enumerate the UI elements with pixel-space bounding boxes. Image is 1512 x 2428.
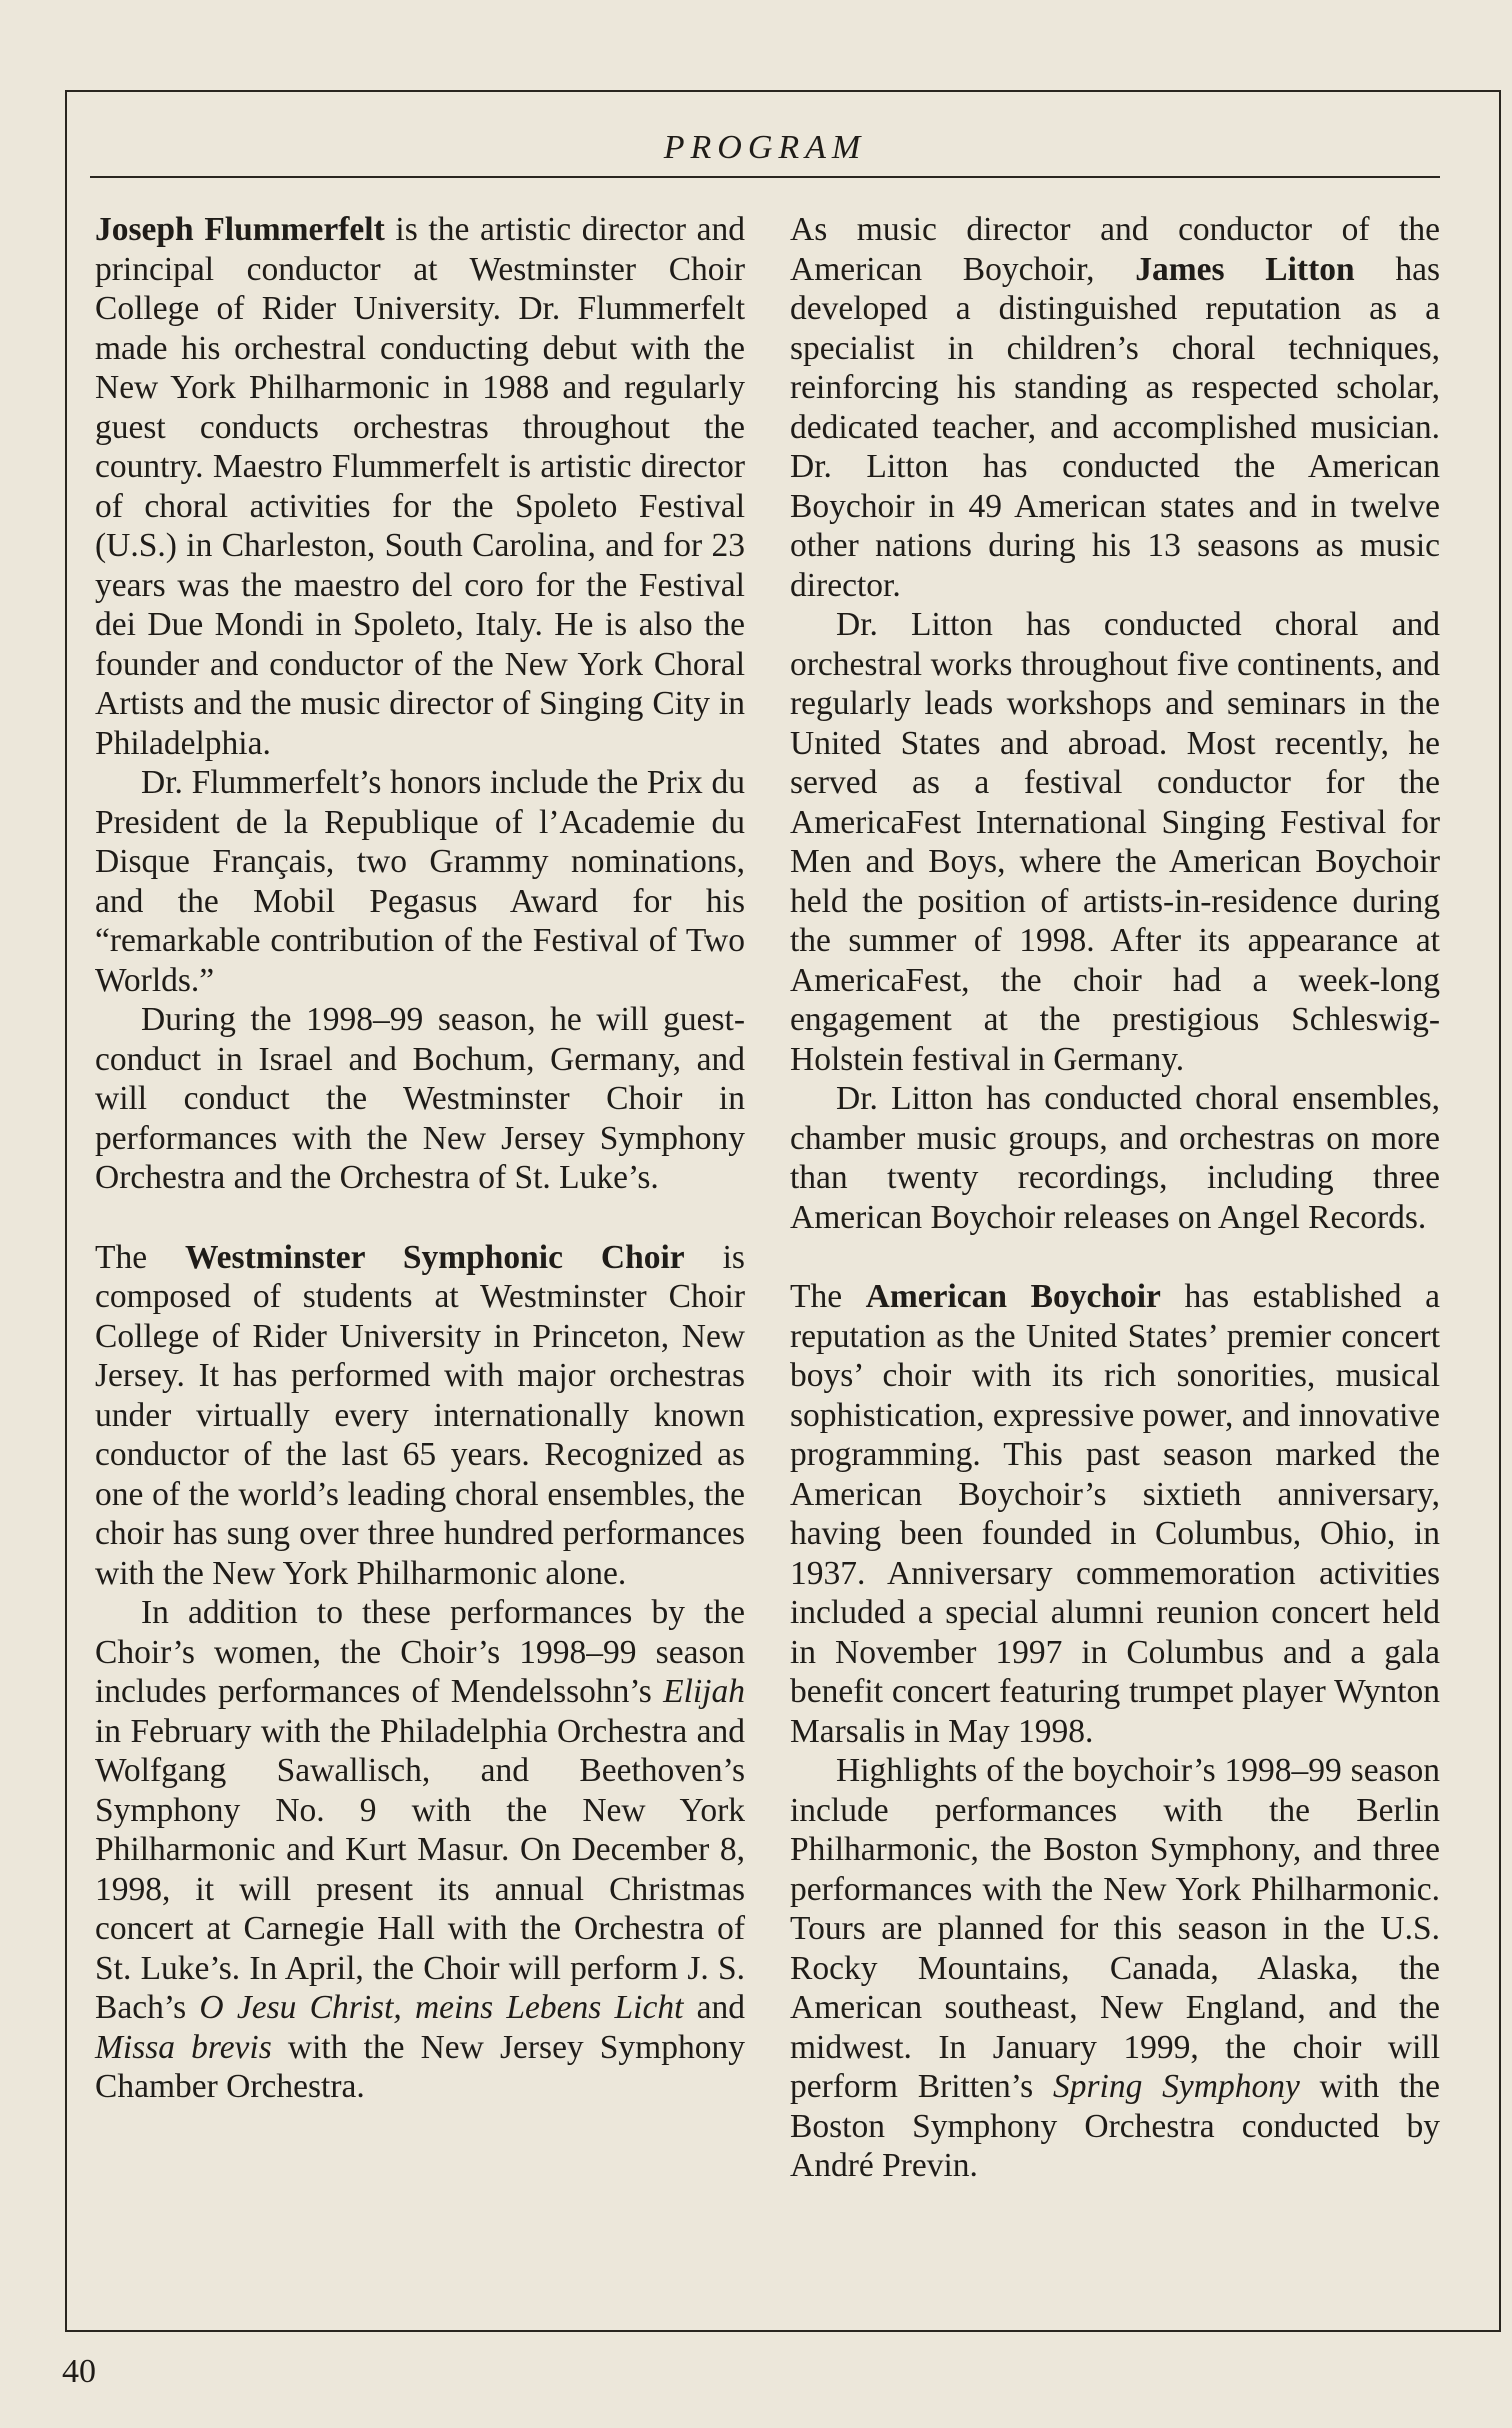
westminster-paragraph-1 — [95, 1238, 745, 1594]
flummerfelt-name: Joseph Flummerfelt — [95, 211, 385, 248]
westminster-paragraph-2 — [95, 1593, 745, 2107]
litton-paragraph-1 — [790, 210, 1440, 605]
litton-name: James Litton — [1135, 250, 1355, 288]
flummerfelt-paragraph-1-text: is the artistic director and principal conductor at Westminster Choir College of Rider University. Dr. Flummerfelt made his orchestral conducting debut with the New York Philharmonic in 1988 and regularly guest conducts orchestras throughout the country. Maestro Flummerfelt is artistic director of choral activities for the Spoleto Festival (U.S.) in Charleston, South Carolina, and for 23 years was the maestro del coro for the Festival dei Due Mondi in Spoleto, Italy. He is also the founder and conductor of the New York Choral Artists and the music director of Singing City in Philadelphia. — [95, 211, 745, 762]
westminster-p2-part-b: in February with the Philadelphia Orchestra and Wolfgang Sawallisch, and Beethoven’s Symphony No. 9 with the New York Philharmonic and Kurt Masur. On December 8, 1998, it will present its annual Christmas concert at Carnegie Hall with the Orchestra of St. Luke’s. In April, the Choir will perform J. S. Bach’s — [95, 1712, 745, 2026]
litton-paragraph-3: Dr. Litton has conducted choral ensembles, chamber music groups, and orchestras on more than twenty recordings, including three American Boychoir releases on Angel Records. — [790, 1080, 1440, 1236]
right-column — [790, 210, 1440, 2186]
litton-p1-part-a: As music director and conductor of the American Boychoir, — [790, 211, 1440, 288]
elijah-title: Elijah — [663, 1673, 745, 1710]
litton-p1-part-b: has developed a distinguished reputation as a specialist in children’s choral techniques, reinforcing his standing as respected scholar, dedicated teacher, and accomplished musician. Dr. Litton has conducted the American Boychoir in 49 American states and in twelve other nations during his 13 seasons as music director. — [790, 250, 1441, 604]
section-header: PROGRAM — [663, 129, 867, 166]
boychoir-p2-part-b: with the Boston Symphony Orchestra conducted by André Previn. — [790, 2068, 1441, 2184]
header-rule — [90, 176, 1440, 178]
westminster-choir-name: Westminster Symphonic Choir — [185, 1238, 685, 1276]
flummerfelt-paragraph-1 — [95, 210, 745, 763]
boychoir-p2-part-a: Highlights of the boychoir’s 1998–99 season include performances with the Berlin Philharmonic, the Boston Symphony, and three performances with the New York Philharmonic. Tours are planned for this season in the U.S. Rocky Mountains, Canada, Alaska, the American southeast, New England, and the midwest. In January 1999, the choir will perform Britten’s — [790, 1752, 1440, 2105]
litton-paragraph-2: Dr. Litton has conducted choral and orchestral works throughout five continents, and regularly leads workshops and seminars in the United States and abroad. Most recently, he served as a festival conductor for the AmericaFest International Singing Festival for Men and Boys, where the American Boychoir held the position of artists-in-residence during the summer of 1998. After its appearance at AmericaFest, the choir had a week-long engagement at the prestigious Schleswig-Holstein festival in Germany. — [790, 606, 1440, 1078]
westminster-p2-part-a: In addition to these performances by the Choir’s women, the Choir’s 1998–99 season includes performances of Mendelssohn’s — [95, 1594, 745, 1710]
boychoir-paragraph-1 — [790, 1277, 1440, 1751]
page-number: 40 — [62, 2353, 96, 2390]
spring-symphony-title: Spring Symphony — [1052, 2068, 1300, 2105]
boychoir-paragraph-1-text: has established a reputation as the United States’ premier concert boys’ choir with its rich sonorities, musical sophistication, expressive power, and innovative programming. This past season marked the American Boychoir’s sixtieth anniversary, having been founded in Columbus, Ohio, in 1937. Anniversary commemoration activities included a special alumni reunion concert held in November 1997 in Columbus and a gala benefit concert featuring trumpet player Wynton Marsalis in May 1998. — [790, 1278, 1440, 1750]
boychoir-paragraph-2 — [790, 1751, 1440, 2186]
left-column — [95, 210, 745, 2107]
section-gap — [790, 1237, 1440, 1277]
westminster-p2-part-c: and — [683, 1989, 745, 2026]
cantata-title: O Jesu Christ, meins Lebens Licht — [199, 1989, 684, 2026]
westminster-prefix: The — [95, 1238, 186, 1276]
missa-brevis-title: Missa brevis — [95, 2028, 272, 2066]
american-boychoir-name: American Boychoir — [865, 1278, 1161, 1315]
westminster-paragraph-1-text: is composed of students at Westminster Choir College of Rider University in Princeton, New Jersey. It has performed with major orchestras under virtually every internationally known conductor of the last 65 years. Recognized as one of the world’s leading choral ensembles, the choir has sung over three hundred performances with the New York Philharmonic alone. — [95, 1238, 745, 1592]
boychoir-prefix: The — [790, 1278, 866, 1315]
section-gap — [95, 1198, 745, 1238]
flummerfelt-paragraph-2: Dr. Flummerfelt’s honors include the Prix du President de la Republique of l’Academie du Disque Français, two Grammy nominations, and the Mobil Pegasus Award for his “remarkable contribution of the Festival of Two Worlds.” — [95, 764, 745, 999]
flummerfelt-paragraph-3: During the 1998–99 season, he will guest-conduct in Israel and Bochum, Germany, and will conduct the Westminster Choir in performances with the New Jersey Symphony Orchestra and the Orchestra of St. Luke’s. — [95, 1001, 745, 1196]
westminster-p2-part-d: with the New Jersey Symphony Chamber Orchestra. — [95, 2028, 745, 2105]
